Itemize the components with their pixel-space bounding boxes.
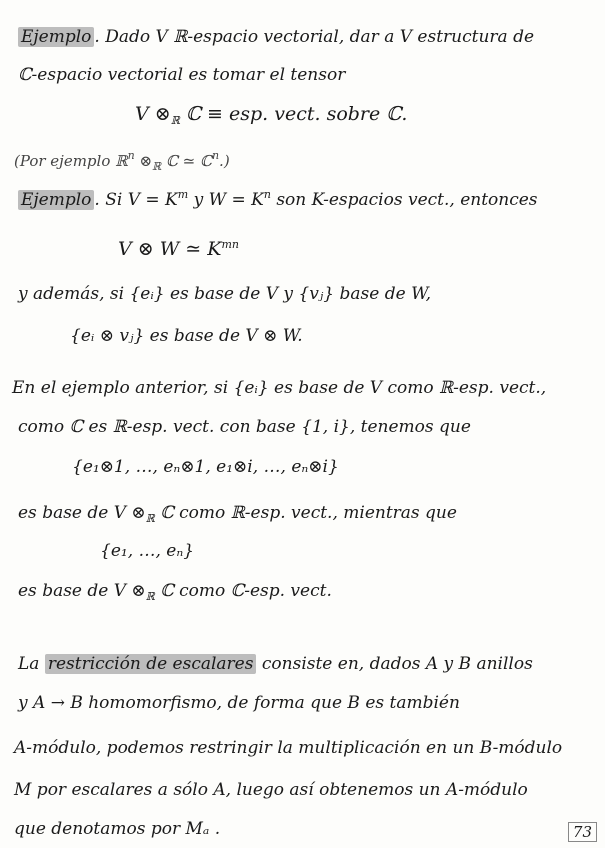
text-part: ⊗ — [134, 152, 153, 170]
formula-part: V ⊗ — [135, 103, 171, 125]
text-part: ℂ como ℝ-esp. vect., mientras que — [154, 503, 457, 523]
superscript: n — [127, 149, 135, 162]
line-11: {e₁⊗1, …, eₙ⊗1, e₁⊗i, …, eₙ⊗i} — [72, 457, 339, 477]
line-1 — [18, 26, 534, 48]
example-label: Ejemplo — [18, 27, 94, 47]
subscript: ℝ — [152, 160, 162, 173]
line-19: que denotamos por Mₐ . — [14, 819, 221, 839]
line-3-formula — [135, 103, 407, 132]
line-13: {e₁, …, eₙ} — [100, 541, 195, 561]
line-1-text: . Dado V ℝ-espacio vectorial, dar a V estructura de — [94, 27, 535, 47]
line-10: como ℂ es ℝ-esp. vect. con base {1, i}, tenemos que — [18, 417, 471, 437]
text-part: ℂ ≃ ℂ — [161, 152, 212, 170]
page-number: 73 — [568, 822, 597, 842]
example-label: Ejemplo — [18, 190, 94, 210]
text-part: . Si V = K — [94, 190, 178, 210]
line-16: y A → B homomorfismo, de forma que B es también — [18, 693, 460, 713]
text-part: son K-espacios vect., entonces — [270, 190, 538, 210]
formula-part: ℂ ≡ esp. vect. sobre ℂ. — [179, 103, 408, 125]
line-15 — [18, 653, 533, 675]
text-part: .) — [219, 152, 230, 170]
line-17: A-módulo, podemos restringir la multiplicación en un B-módulo — [14, 738, 563, 758]
text-part: ℂ como ℂ-esp. vect. — [154, 581, 332, 601]
superscript: n — [211, 149, 220, 162]
line-2: ℂ-espacio vectorial es tomar el tensor — [18, 65, 346, 85]
formula-subscript: ℝ — [170, 114, 180, 127]
subscript: ℝ — [145, 590, 155, 603]
line-7: y además, si {eᵢ} es base de V y {vⱼ} base de W, — [18, 284, 431, 304]
text-part: y W = K — [188, 190, 264, 210]
formula-part: V ⊗ W ≃ K — [118, 238, 222, 260]
text-part: es base de V ⊗ — [18, 581, 146, 601]
line-4 — [14, 145, 230, 178]
line-14 — [18, 580, 332, 608]
superscript: mn — [221, 238, 239, 251]
text-part: La — [18, 654, 45, 674]
line-18: M por escalares a sólo A, luego así obtenemos un A-módulo — [14, 780, 528, 800]
text-part: consiste en, dados A y B anillos — [256, 654, 533, 674]
text-part: es base de V ⊗ — [18, 503, 146, 523]
subscript: ℝ — [145, 512, 155, 525]
line-6-formula — [118, 234, 239, 260]
superscript: m — [177, 188, 189, 201]
term-highlight: restricción de escalares — [45, 654, 257, 674]
line-9: En el ejemplo anterior, si {eᵢ} es base de V como ℝ-esp. vect., — [12, 378, 547, 398]
text-part: (Por ejemplo ℝ — [14, 152, 128, 170]
line-5 — [18, 184, 538, 211]
superscript: n — [263, 188, 271, 201]
line-8: {eᵢ ⊗ vⱼ} es base de V ⊗ W. — [70, 326, 303, 346]
line-12 — [18, 502, 457, 530]
